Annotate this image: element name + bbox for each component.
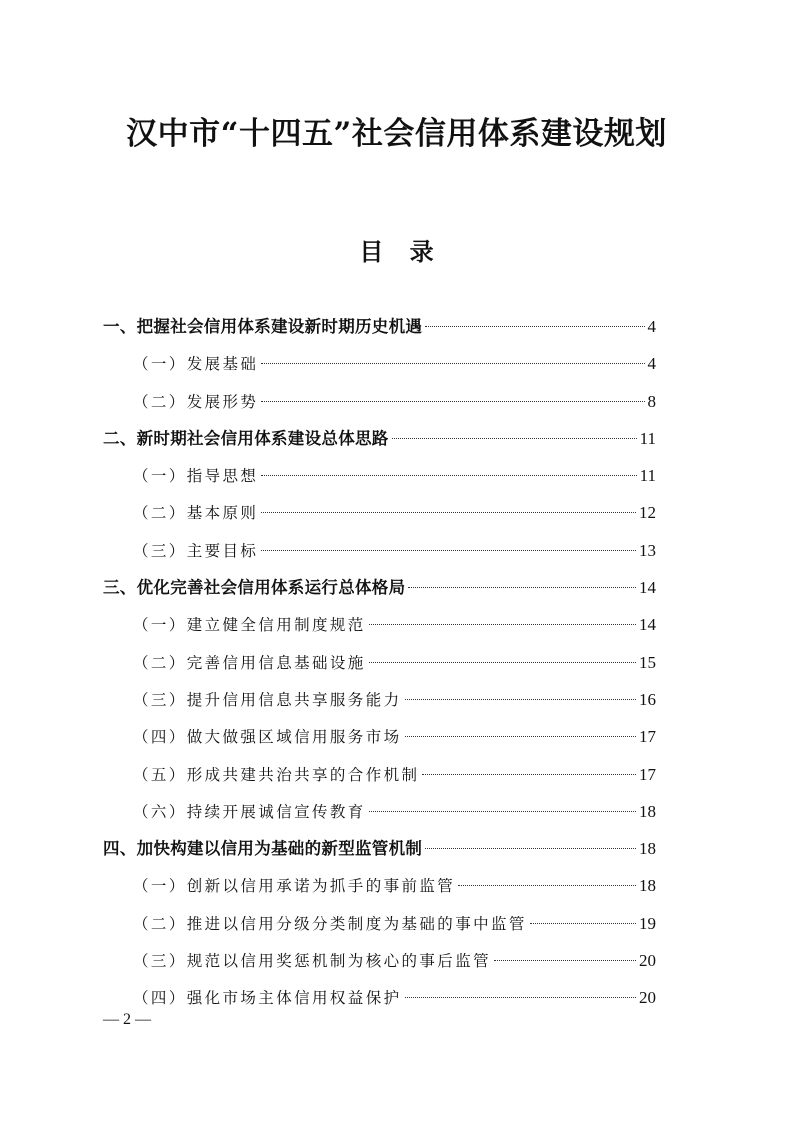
toc-dot-leader (405, 996, 636, 998)
toc-section-entry[interactable] (103, 942, 656, 979)
toc-entry-label: 四、加快构建以信用为基础的新型监管机制 (103, 839, 423, 859)
toc-entry-label: 三、优化完善社会信用体系运行总体格局 (103, 578, 406, 598)
toc-entry-page: 14 (639, 578, 656, 598)
table-of-contents (103, 308, 656, 1017)
toc-entry-page: 18 (639, 801, 656, 821)
toc-entry-label: 一、把握社会信用体系建设新时期历史机遇 (103, 317, 423, 336)
toc-entry-page: 12 (639, 503, 656, 523)
toc-entry-page: 11 (639, 428, 656, 448)
toc-dot-leader (422, 773, 636, 775)
toc-section-entry[interactable] (103, 905, 656, 942)
toc-dot-leader (369, 623, 636, 625)
toc-dot-leader (408, 586, 636, 588)
toc-chapter-entry[interactable] (103, 830, 656, 867)
toc-entry-label: （二）基本原则 (133, 504, 259, 523)
toc-entry-label: （四）强化市场主体信用权益保护 (133, 989, 402, 1008)
toc-entry-label: （三）规范以信用奖惩机制为核心的事后监管 (133, 952, 492, 971)
toc-entry-page: 14 (639, 615, 656, 635)
toc-entry-label: （一）指导思想 (133, 467, 259, 486)
toc-dot-leader (425, 325, 644, 327)
toc-section-entry[interactable] (103, 681, 656, 718)
toc-dot-leader (261, 474, 636, 476)
document-title: 汉中市“十四五”社会信用体系建设规划 (126, 116, 667, 152)
toc-entry-label: （一）建立健全信用制度规范 (133, 616, 366, 635)
toc-section-entry[interactable] (103, 383, 656, 420)
toc-entry-label: （二）完善信用信息基础设施 (133, 653, 366, 672)
toc-entry-page: 17 (639, 764, 656, 784)
toc-entry-label: （二）发展形势 (133, 392, 259, 411)
toc-entry-label: （六）持续开展诚信宣传教育 (133, 802, 366, 821)
toc-dot-leader (392, 437, 637, 439)
toc-dot-leader (458, 884, 636, 886)
toc-entry-page: 15 (639, 652, 656, 672)
toc-section-entry[interactable] (103, 606, 656, 643)
toc-entry-page: 17 (639, 727, 656, 747)
toc-entry-label: （一）创新以信用承诺为抓手的事前监管 (133, 877, 456, 896)
toc-entry-page: 19 (639, 913, 656, 933)
toc-chapter-entry[interactable] (103, 420, 656, 457)
toc-dot-leader (261, 511, 636, 513)
toc-entry-label: （三）提升信用信息共享服务能力 (133, 690, 402, 709)
toc-section-entry[interactable] (103, 793, 656, 830)
toc-section-entry[interactable] (103, 494, 656, 531)
toc-entry-page: 8 (647, 391, 656, 411)
toc-entry-label: 二、新时期社会信用体系建设总体思路 (103, 428, 389, 448)
toc-dot-leader (369, 810, 636, 812)
toc-dot-leader (494, 959, 636, 961)
toc-entry-page: 13 (639, 540, 656, 560)
toc-dot-leader (261, 362, 644, 364)
toc-heading: 目 录 (359, 238, 434, 266)
toc-entry-page: 20 (639, 988, 656, 1008)
toc-chapter-entry[interactable] (103, 569, 656, 606)
toc-entry-label: （一）发展基础 (133, 355, 259, 374)
toc-section-entry[interactable] (103, 756, 656, 793)
toc-section-entry[interactable] (103, 718, 656, 755)
toc-entry-label: （二）推进以信用分级分类制度为基础的事中监管 (133, 914, 527, 933)
toc-entry-page: 20 (639, 951, 656, 971)
toc-entry-page: 18 (639, 839, 656, 859)
toc-entry-label: （五）形成共建共治共享的合作机制 (133, 765, 420, 784)
toc-section-entry[interactable] (103, 867, 656, 904)
toc-entry-page: 4 (647, 317, 656, 336)
toc-entry-page: 16 (639, 689, 656, 709)
toc-chapter-entry[interactable] (103, 308, 656, 345)
toc-section-entry[interactable] (103, 644, 656, 681)
toc-dot-leader (261, 549, 636, 551)
toc-dot-leader (405, 698, 636, 700)
toc-dot-leader (261, 400, 644, 402)
toc-entry-page: 11 (639, 466, 656, 486)
toc-dot-leader (405, 735, 636, 737)
toc-entry-page: 18 (639, 876, 656, 896)
toc-dot-leader (369, 661, 636, 663)
toc-section-entry[interactable] (103, 532, 656, 569)
toc-dot-leader (425, 847, 636, 849)
page-number: — 2 — (103, 1011, 151, 1028)
toc-entry-label: （四）做大做强区域信用服务市场 (133, 728, 402, 747)
toc-section-entry[interactable] (103, 345, 656, 382)
toc-entry-page: 4 (647, 354, 656, 374)
toc-section-entry[interactable] (103, 979, 656, 1016)
toc-entry-label: （三）主要目标 (133, 541, 259, 560)
toc-dot-leader (530, 922, 636, 924)
toc-section-entry[interactable] (103, 457, 656, 494)
